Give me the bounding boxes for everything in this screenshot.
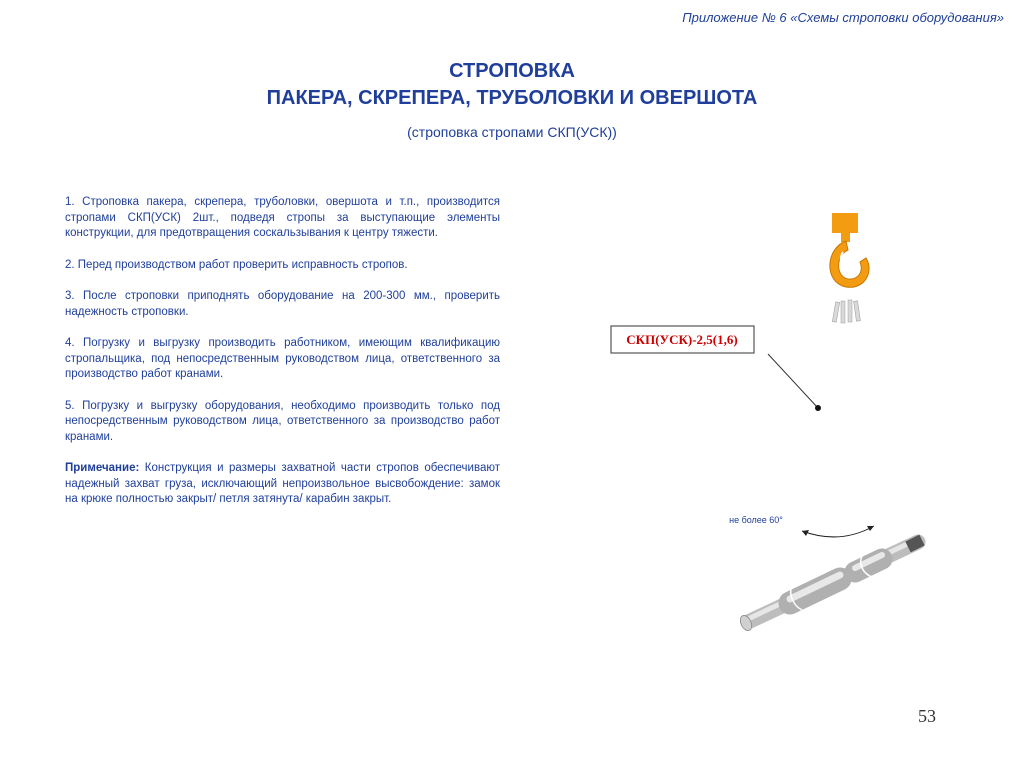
appendix-header: Приложение № 6 «Схемы строповки оборудования» (682, 10, 1004, 25)
angle-arc (802, 526, 874, 537)
note (65, 461, 500, 508)
packer-equipment-icon (738, 539, 922, 632)
page-title-line2: ПАКЕРА, СКРЕПЕРА, ТРУБОЛОВКИ И ОВЕРШОТА (266, 87, 758, 109)
note-text: Конструкция и размеры захватной части стропов обеспечивают надежный захват груза, исключающий непроизвольное высвобождение: замок на крюке полностью закрыт/ петля затянута/ карабин закрыт. (65, 462, 500, 505)
page-number: 53 (918, 706, 936, 726)
instruction-1: 1. Строповка пакера, скрепера, труболовки, овершота и т.п., производится стропами СКП(УСК) 2шт., подведя стропы за выступающие элементы конструкции, для предотвращения соскальзывания к центру тяжести. (65, 196, 500, 239)
instructions-text (65, 195, 500, 524)
callout-label: СКП(УСК)-2,5(1,6) (626, 332, 738, 347)
callout-leader (768, 354, 818, 408)
instruction-4: 4. Погрузку и выгрузку производить работником, имеющим квалификацию стропальщика, под непосредственным руководством лица, ответственного за производство работ кранами. (65, 337, 500, 380)
note-label: Примечание: (65, 462, 140, 474)
rigging-illustration (600, 195, 1000, 645)
callout-dot (815, 405, 821, 411)
instruction-3: 3. После строповки приподнять оборудование на 200-300 мм., проверить надежность строповки. (65, 290, 500, 318)
page-subtitle: (строповка стропами СКП(УСК)) (407, 124, 617, 140)
instruction-5: 5. Погрузку и выгрузку оборудования, необходимо производить только под непосредственным руководством лица, ответственного за производство работ кранами. (65, 399, 500, 443)
angle-label: не более 60° (729, 515, 783, 525)
hook-icon (830, 213, 869, 287)
instruction-2: 2. Перед производством работ проверить исправность стропов. (65, 258, 408, 271)
angle-arrow-right-icon (867, 526, 874, 531)
sling-ends-icon (832, 300, 860, 323)
page-title-line1: СТРОПОВКА (449, 60, 575, 82)
